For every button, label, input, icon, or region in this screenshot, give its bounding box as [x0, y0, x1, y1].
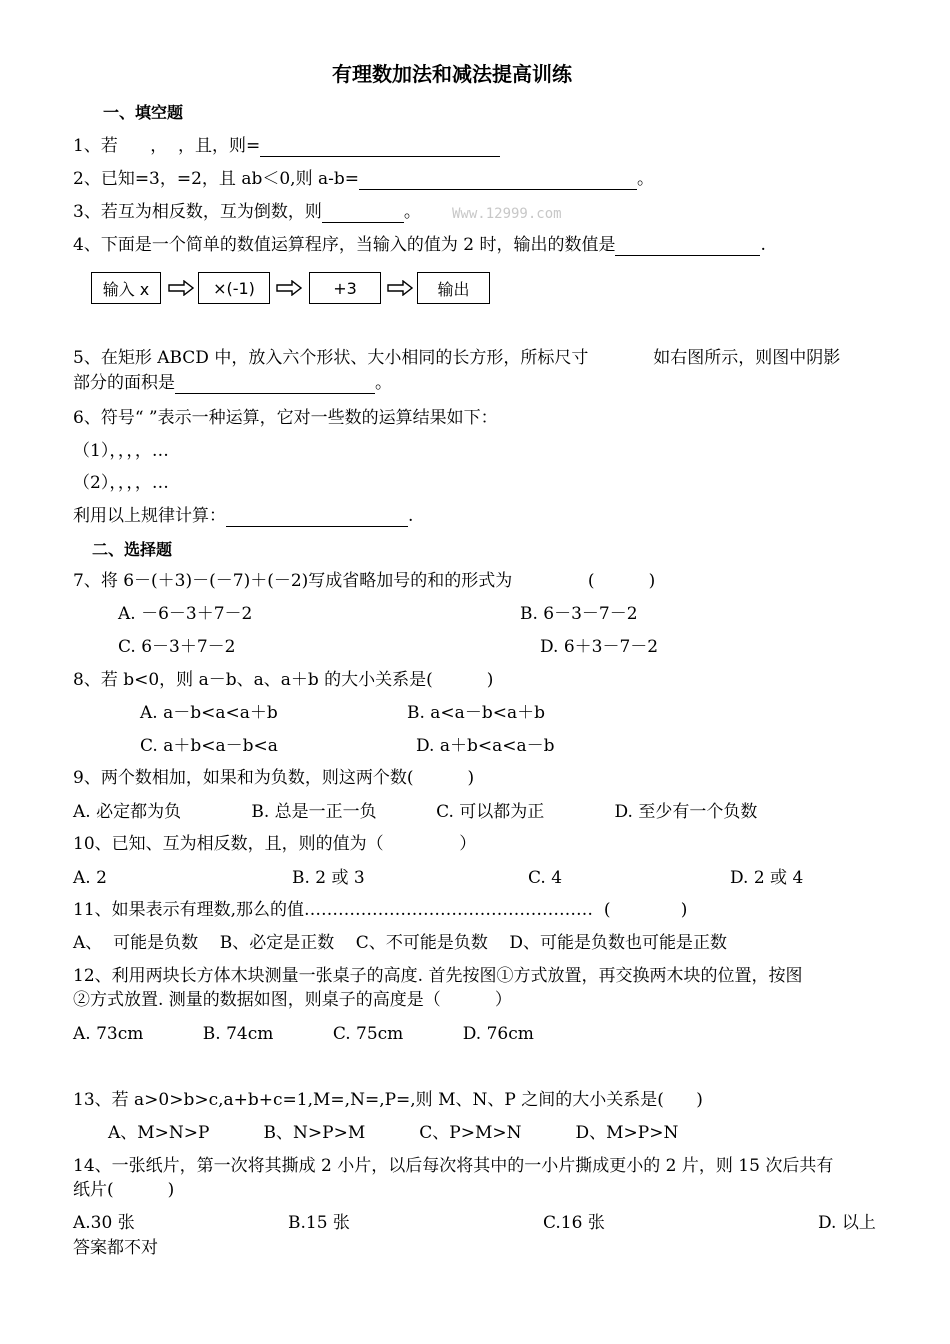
question-6-compute-text: 利用以上规律计算：: [73, 506, 226, 526]
question-6: 6、符号“ ”表示一种运算，它对一些数的运算结果如下：: [73, 408, 498, 428]
question-8-option-c: C. a＋b<a－b<a: [140, 736, 278, 756]
question-4: [73, 234, 766, 256]
question-14-option-d-continued: 答案都不对: [73, 1238, 158, 1258]
section-heading-choice: 二、选择题: [92, 540, 173, 559]
question-10-option-c: C. 4: [528, 868, 563, 888]
answer-blank: [359, 171, 637, 190]
question-6-row-1: （1），，，，…: [73, 441, 169, 461]
question-2-end: 。: [637, 169, 654, 189]
question-14-option-d: D. 以上: [818, 1213, 876, 1233]
question-14-option-c: C.16 张: [543, 1213, 605, 1233]
watermark: Www.12999.com: [452, 206, 562, 222]
flow-output-box: 输出: [417, 272, 490, 304]
question-12-line-1: 12、利用两块长方体木块测量一张桌子的高度. 首先按图①方式放置，再交换两木块的位置，按图: [73, 966, 803, 986]
question-14-option-b: B.15 张: [288, 1213, 350, 1233]
question-8: 8、若 b<0，则 a－b、a、a＋b 的大小关系是( ): [73, 670, 494, 690]
question-8-option-d: D. a＋b<a<a－b: [416, 736, 555, 756]
answer-blank: [260, 138, 500, 157]
question-3-text: 3、若互为相反数，互为倒数，则: [73, 202, 322, 222]
question-10-option-d: D. 2 或 4: [730, 868, 804, 888]
question-2-text: 2、已知=3，=2，且 ab＜0,则 a-b=: [73, 169, 359, 189]
question-4-text: 4、下面是一个简单的数值运算程序，当输入的值为 2 时，输出的数值是: [73, 235, 616, 255]
question-6-compute: [73, 505, 413, 527]
question-2: [73, 168, 654, 190]
question-4-end: .: [760, 235, 766, 255]
flow-input-box: 输入 x: [91, 272, 161, 304]
flow-add-box: +3: [309, 272, 381, 304]
flow-arrow-icon: [276, 280, 302, 296]
question-7-option-a: A. －6－3＋7－2: [118, 604, 253, 624]
question-12-line-2: ②方式放置. 测量的数据如图，则桌子的高度是（ ）: [73, 990, 512, 1010]
flow-arrow-icon: [387, 280, 413, 296]
question-9-options: A. 必定都为负 B. 总是一正一负 C. 可以都为正 D. 至少有一个负数: [73, 802, 758, 822]
question-14-line-2: 纸片( ): [73, 1180, 175, 1200]
question-5-end: 。: [375, 373, 392, 393]
question-13-options: A、M>N>P B、N>P>M C、P>M>N D、M>P>N: [108, 1123, 679, 1143]
question-6-row-2: （2），，，，…: [73, 473, 169, 493]
answer-blank: [175, 375, 375, 394]
question-10: 10、已知、互为相反数，且，则的值为（ ）: [73, 834, 477, 854]
flow-arrow-icon: [168, 280, 194, 296]
question-3: [73, 201, 421, 223]
question-5-text: 部分的面积是: [73, 373, 175, 393]
answer-blank: [226, 508, 408, 527]
page-title: 有理数加法和减法提高训练: [332, 62, 572, 86]
question-5-line-1: 5、在矩形 ABCD 中，放入六个形状、大小相同的长方形，所标尺寸 如右图所示，则图中阴影: [73, 348, 841, 368]
question-8-option-a: A. a－b<a<a＋b: [140, 703, 278, 723]
question-7-option-b: B. 6－3－7－2: [520, 604, 638, 624]
question-7: 7、将 6－(＋3)－(－7)＋(－2)写成省略加号的和的形式为 ( ): [73, 571, 656, 591]
flow-negate-box: ×(-1): [198, 272, 270, 304]
question-10-option-a: A. 2: [73, 868, 107, 888]
answer-blank: [322, 204, 404, 223]
answer-blank: [615, 237, 760, 256]
question-9: 9、两个数相加，如果和为负数，则这两个数( ): [73, 768, 475, 788]
question-8-option-b: B. a<a－b<a＋b: [407, 703, 545, 723]
section-heading-fill: 一、填空题: [103, 103, 184, 122]
question-5-line-2: [73, 372, 392, 394]
question-7-option-c: C. 6－3＋7－2: [118, 637, 236, 657]
question-7-option-d: D. 6＋3－7－2: [540, 637, 659, 657]
question-11: 11、如果表示有理数,那么的值…………………………………………… ( ): [73, 900, 688, 920]
question-14-line-1: 14、一张纸片，第一次将其撕成 2 小片，以后每次将其中的一小片撕成更小的 2 片，则 15 次后共有: [73, 1156, 834, 1176]
question-1-text: 1、若 ， ，且，则=: [73, 136, 261, 156]
question-6-end: .: [408, 506, 414, 526]
question-10-option-b: B. 2 或 3: [292, 868, 365, 888]
question-14-option-a: A.30 张: [73, 1213, 135, 1233]
question-1: [73, 135, 500, 157]
question-3-end: 。: [403, 202, 421, 222]
question-11-options: A、 可能是负数 B、必定是正数 C、不可能是负数 D、可能是负数也可能是正数: [73, 933, 728, 953]
question-12-options: A. 73cm B. 74cm C. 75cm D. 76cm: [73, 1024, 534, 1044]
question-13: 13、若 a>0>b>c,a+b+c=1,M=,N=,P=,则 M、N、P 之间的大小关系是( ): [73, 1090, 703, 1110]
